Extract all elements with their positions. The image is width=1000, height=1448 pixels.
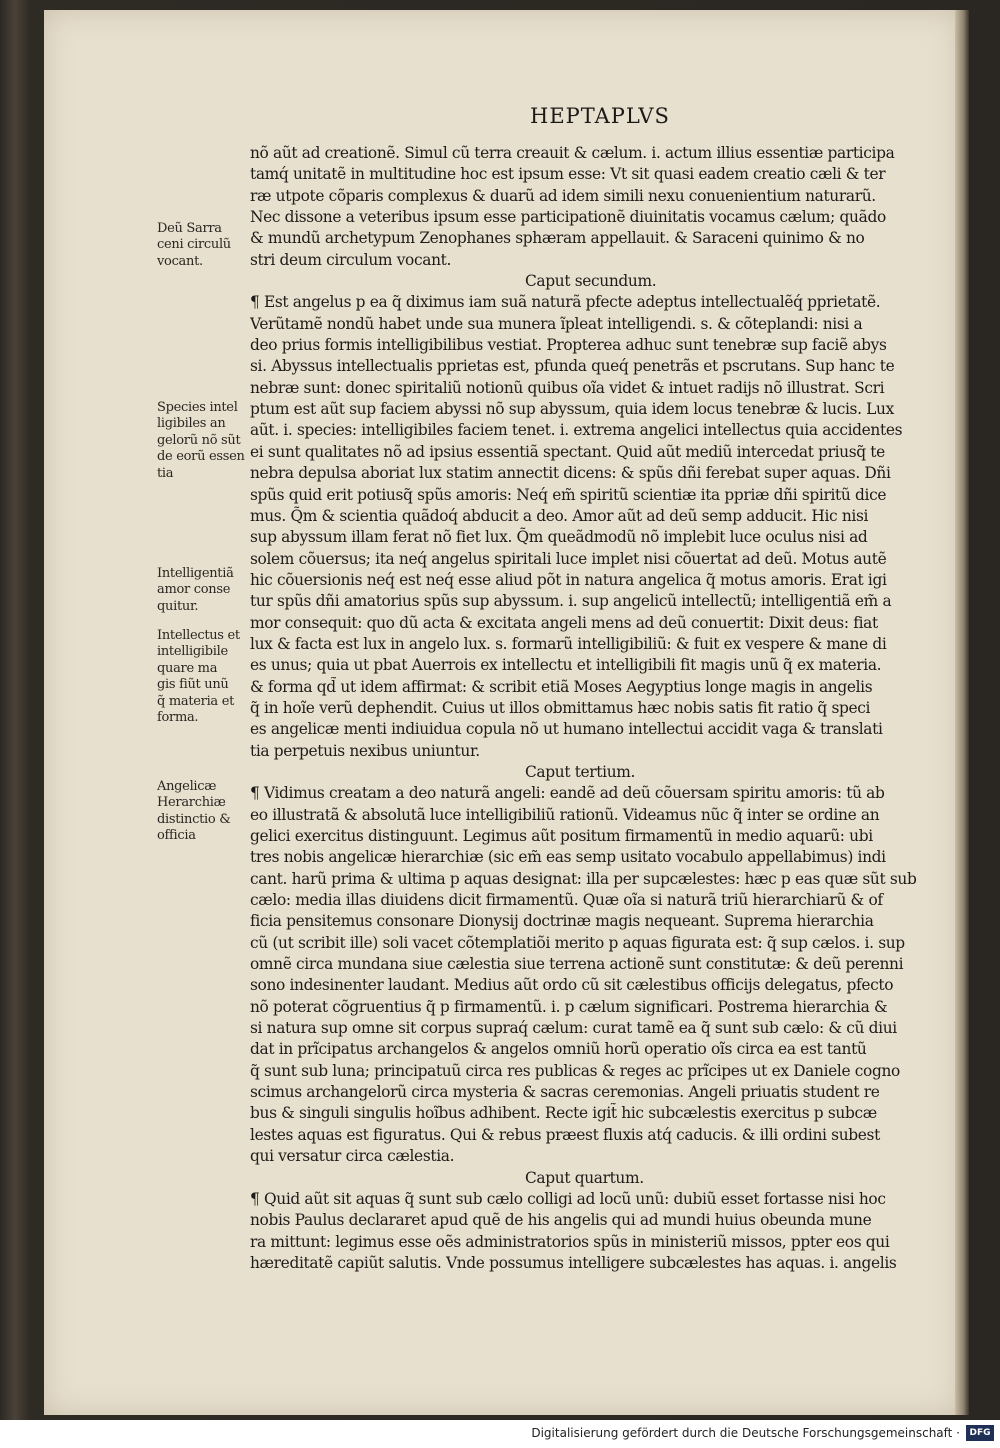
marginal-note-line: amor conse (157, 582, 231, 598)
text-line: hæreditatẽ capiũt salutis. Vnde possumus intelligere subcælestes has aquas. i. angelis (250, 1253, 897, 1272)
text-line: sup abyssum illam ferat nõ fiet lux. Q̃m queãdmodũ nõ implebit luce oculus nisi ad (250, 528, 868, 547)
text-line: eo illustratã & absolutã luce intelligibiliũ rationũ. Videamus nũc q̃ inter se ordine an (250, 805, 880, 824)
text-line: cũ (ut scribit ille) soli vacet cõtemplatiõi merito p aquas figurata est: q̃ sup cælos. i. sup (250, 933, 905, 952)
marginal-note-line: Herarchiæ (157, 795, 226, 811)
text-line: ¶ Vidimus creatam a deo naturã angeli: eandẽ ad deũ cõuersam spiritu amoris: tũ ab (250, 784, 885, 803)
text-line: cælo: media illas diuidens dicit firmamentũ. Quæ oĩa si naturã triũ hierarchiarũ & of (250, 891, 883, 910)
text-line: ¶ Quid aũt sit aquas q̃ sunt sub cælo colligi ad locũ unũ: dubiũ esset fortasse nisi hoc (250, 1189, 886, 1208)
text-line: ¶ Est angelus p ea q̃ diximus iam suã naturã pfecte adeptus intellectualẽq́ pprietatẽ. (250, 293, 881, 312)
marginal-note-line: officia (157, 828, 196, 844)
text-line: si. Abyssus intellectualis pprietas est, pfunda queq́ penetrãs et pscrutans. Sup hanc te (250, 357, 895, 376)
text-line: q̃ in hoĩe verũ dephendit. Cuius ut illos obmittamus hæc nobis satis fit ratio q̃ speci (250, 698, 871, 717)
text-line: gelici exercitus distinguunt. Legimus aũt positum firmamentũ in medio aquarũ: ubi (250, 827, 873, 845)
text-line: ei sunt qualitates nõ ad ipsius essentiã spectant. Quid aũt mediũ intercedat priusq̃ te (250, 442, 885, 461)
marginal-note-line: quitur. (157, 598, 199, 614)
text-line: ra mittunt: legimus esse oẽs administratorios spũs in ministeriũ missos, ppter eos qui (250, 1232, 890, 1251)
marginal-note-line: forma. (157, 709, 199, 725)
text-line: tia perpetuis nexibus uniuntur. (250, 741, 480, 760)
text-line: tres nobis angelicæ hierarchiæ (sic em̃ eas semp usitato vocabulo appellabimus) indi (250, 848, 886, 867)
text-line: omnẽ circa mundana siue cælestia siue terrena actionẽ sunt constitutæ: & deũ perenni (250, 955, 904, 974)
chapter-heading: Caput quartum. (525, 1168, 644, 1187)
text-line: deo prius formis intelligibilibus vestiat. Propterea adhuc sunt tenebræ sup faciẽ abys (250, 336, 887, 355)
marginal-note-line: Intellectus et (157, 628, 240, 643)
marginal-note (157, 566, 253, 615)
text-line: nõ aũt ad creationẽ. Simul cũ terra creauit & cælum. i. actum illius essentiæ participa (250, 144, 895, 162)
text-line: si natura sup omne sit corpus supraq́ cælum: curat tamẽ ea q̃ sunt sub cælo: & cũ diui (250, 1019, 897, 1038)
text-line: hic cõuersionis neq́ est neq́ esse aliud põt in natura angelica q̃ motus amoris. Erat igi (250, 570, 887, 589)
dfg-logo: DFG (966, 1425, 994, 1441)
text-line: & forma qd̃ ut idem affirmat: & scribit etiã Moses Aegyptius longe magis in angelis (250, 677, 873, 696)
text-line: dat in prĩcipatus archangelos & angelos omniũ horũ operatio oĩs circa ea est tantũ (250, 1040, 867, 1059)
marginal-note-line: gelorũ nõ sũt (157, 432, 241, 448)
footer-credit: Digitalisierung gefördert durch die Deutsche Forschungsgemeinschaft · (531, 1426, 960, 1440)
text-line: sono indesinenter laudant. Medius aũt ordo cũ sit cælestibus officijs delegatus, pfecto (250, 976, 894, 995)
marginal-note-line: Intelligentiã (157, 566, 234, 581)
text-line: nebræ sunt: donec spiritaliũ notionũ quibus oĩa videt & intuet radijs nõ illustrat. Scri (250, 378, 885, 397)
text-line: & mundũ archetypum Zenophanes sphæram appellauit. & Saraceni quinimo & no (250, 229, 865, 248)
marginal-note-line: quare ma (157, 660, 218, 676)
marginal-note-line: intelligibile (157, 644, 228, 660)
running-head: HEPTAPLVS (530, 104, 670, 128)
text-line: nõ poterat cõgruentius q̃ p firmamentũ. i. p cælum significari. Postrema hierarchia & (250, 997, 888, 1016)
text-line: q̃ sunt sub luna; principatuũ circa res publicas & reges ac prĩcipes ut ex Daniele cogno (250, 1061, 900, 1080)
text-line: aũt. i. species: intelligibiles faciem tenet. i. extrema angelici intellectus quia accidentes (250, 421, 903, 440)
text-line: ptum est aũt sup faciem abyssi nõ sup abyssum, quia idem locus tenebræ & lucis. Lux (250, 400, 894, 419)
marginal-note-line: Species intel (157, 400, 238, 415)
marginal-note (157, 628, 253, 726)
text-line: scimus archangelorũ circa mysteria & sacras ceremonias. Angeli priuatis student re (250, 1083, 880, 1102)
text-line: stri deum circulum vocant. (250, 250, 452, 269)
marginal-note-line: Deũ Sarra (157, 221, 222, 236)
text-line: nebra depulsa aboriat lux statim annectit dicens: & spũs dñi ferebat super aquas. Dñi (250, 464, 891, 483)
text-line: lux & facta est lux in angelo lux. s. formarũ intelligibiliũ: & fuit ex vespere & mane di (250, 634, 887, 653)
digitization-footer (0, 1420, 1000, 1448)
text-line: qui versatur circa cælestia. (250, 1147, 455, 1166)
text-line: mus. Q̃m & scientia quãdoq́ abducit a deo. Amor aũt ad deũ semp adducit. Hic nisi (250, 506, 869, 525)
chapter-heading: Caput tertium. (525, 762, 636, 781)
text-line: tamq́ unitatẽ in multitudine hoc est ipsum esse: Vt sit quasi eadem creatio cæli & ter (250, 165, 886, 184)
text-line: Nec dissone a veteribus ipsum esse participationẽ diuinitatis vocamus cælum; quãdo (250, 208, 886, 227)
marginal-note-line: vocant. (157, 253, 203, 269)
text-line: es angelicæ menti indiuidua copula nõ ut humano intellectui accidit vaga & translati (250, 720, 883, 739)
text-line: nobis Paulus declararet apud quẽ de his angelis qui ad mundi huius obeunda mune (250, 1211, 872, 1230)
chapter-heading: Caput secundum. (525, 272, 657, 291)
marginal-note-line: ligibiles an (157, 416, 226, 432)
text-line: Verũtamẽ nondũ habet unde sua munera ĩpleat intelligendi. s. & cõteplandi: nisi a (250, 314, 863, 333)
text-line: ræ utpote cõparis complexus & duarũ ad idem simili nexu conuenientium naturarũ. (250, 186, 876, 205)
marginal-note-line: gis fiũt unũ (157, 677, 229, 693)
marginal-note-line: q̃ materia et (157, 693, 235, 709)
marginal-note-line: tia (157, 465, 174, 481)
text-line: spũs quid erit potiusq̃ spũs amoris: Neq́ em̃ spiritũ scientiæ ita ppriæ dñi spiritũ dice (250, 485, 887, 504)
marginal-note-line: de eorũ essen (157, 449, 245, 465)
marginal-note-line: distinctio & (157, 811, 231, 827)
text-line: solem cõuersus; ita neq́ angelus spiritali luce implet nisi cõuertat ad deũ. Motus autẽ (250, 549, 887, 568)
marginal-note (157, 221, 253, 270)
text-line: es unus; quia ut pbat Auerrois ex intellectu et intelligibili fit magis unũ q̃ ex materia. (250, 656, 882, 675)
text-line: lestes aquas est figuratus. Qui & rebus præest fluxis atq́ caducis. & illi ordini subest (250, 1125, 880, 1144)
page-edge (955, 10, 969, 1415)
marginal-note-line: Angelicæ (157, 779, 217, 794)
text-line: mor consequit: quo dũ acta & excitata angeli mens ad deũ conuertit: Dixit deus: fiat (250, 613, 878, 632)
text-line: ficia pensitemus consonare Dionysij doctrinæ magis nequeant. Suprema hierarchia (250, 912, 874, 931)
marginal-note-line: ceni circulũ (157, 237, 231, 253)
main-text-column (250, 143, 920, 1274)
marginal-note (157, 779, 253, 845)
text-line: tur spũs dñi amatorius spũs sup abyssum. i. sup angelicũ intellectũ; intelligentiã em̃ a (250, 592, 892, 611)
text-line: bus & singuli singulis hoĩbus adhibent. Recte igit̃ hic subcælestis exercitus p subcæ (250, 1104, 877, 1123)
marginal-note (157, 400, 253, 482)
text-line: cant. harũ prima & ultima p aquas designat: illa per supcælestes: hæc p eas quæ sũt sub (250, 869, 917, 888)
